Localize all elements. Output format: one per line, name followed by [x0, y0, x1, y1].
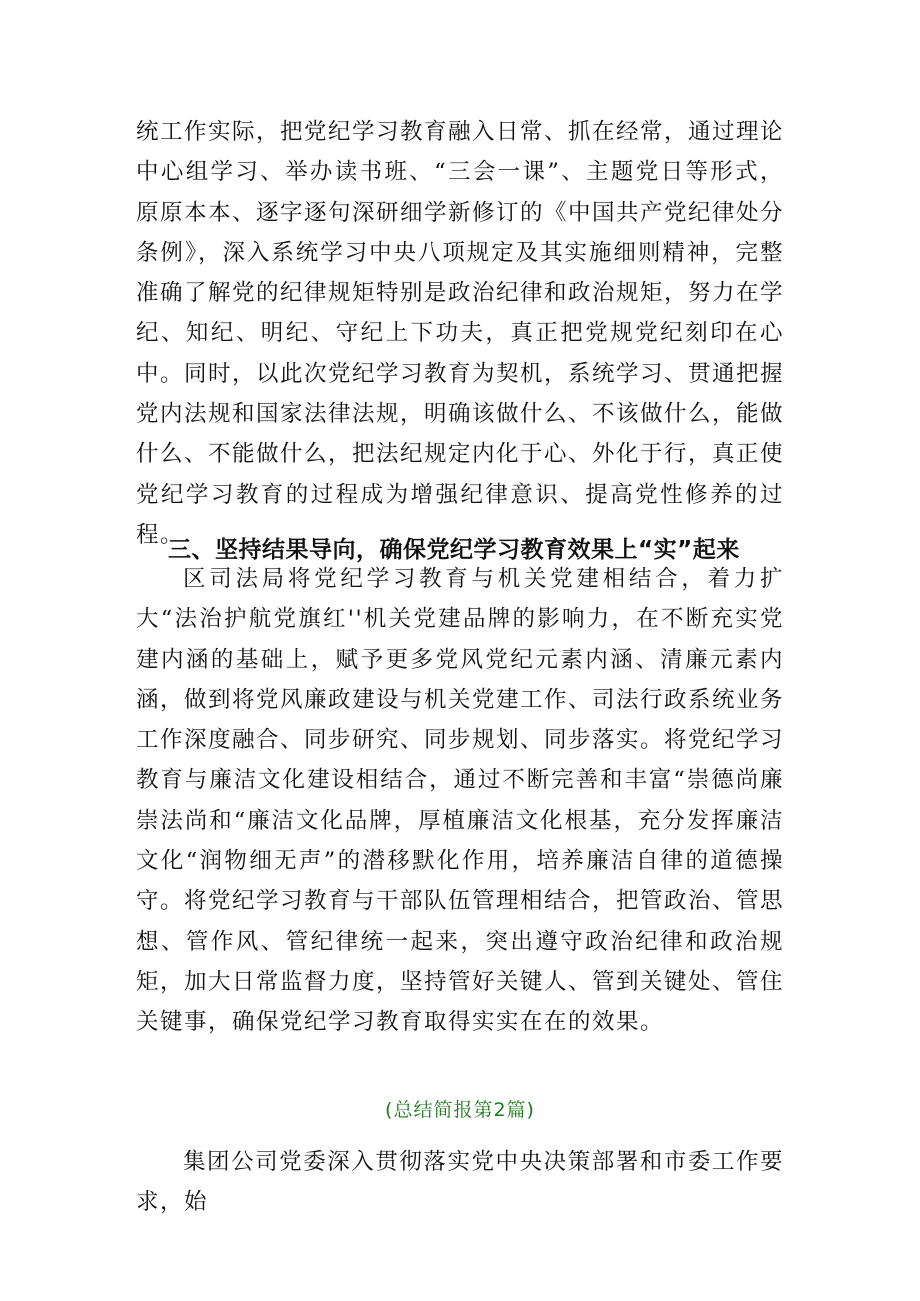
section-heading: 三、坚持结果导向，确保党纪学习教育效果上“实”起来 [168, 537, 740, 563]
body-paragraph-section-3: 区司法局将党纪学习教育与机关党建相结合，着力扩大“法治护航党旗红''机关党建品牌的影响力，在不断充实党建内涵的基础上，赋予更多党风党纪元素内涵、清廉元素内涵，做到将党风廉政建设与机关党建工作、司法行政系统业务工作深度融合、同步研究、同步规划、同步落实。将党纪学习教育与廉洁文化建设相结合，通过不断完善和丰富“崇德尚廉崇法尚和“廉洁文化品牌，厚植廉洁文化根基，充分发挥廉洁文化“润物细无声”的潜移默化作用，培养廉洁自律的道德操守。将党纪学习教育与干部队伍管理相结合，把管政治、管思想、管作风、管纪律统一起来，突出遵守政治纪律和政治规矩，加大日常监督力度，坚持管好关键人、管到关键处、管住关键事，确保党纪学习教育取得实实在在的效果。 [136, 566, 785, 1036]
body-paragraph-continuation: 统工作实际，把党纪学习教育融入日常、抓在经常，通过理论中心组学习、举办读书班、“三会一课”、主题党日等形式，原原本本、逐字逐句深研细学新修订的《中国共产党纪律处分条例》，深入系统学习中央八项规定及其实施细则精神，完整准确了解党的纪律规矩特别是政治纪律和政治规矩，努力在学纪、知纪、明纪、守纪上下功夫，真正把党规党纪刻印在心中。同时，以此次党纪学习教育为契机，系统学习、贯通把握党内法规和国家法律法规，明确该做什么、不该做什么，能做什么、不能做什么，把法纪规定内化于心、外化于行，真正使党纪学习教育的过程成为增强纪律意识、提高党性修养的过程。 [136, 119, 785, 548]
body-paragraph-article-2-start: 集团公司党委深入贯彻落实党中央决策部署和市委工作要求，始 [136, 1149, 784, 1216]
article-subtitle: (总结简报第2篇) [385, 1099, 535, 1121]
